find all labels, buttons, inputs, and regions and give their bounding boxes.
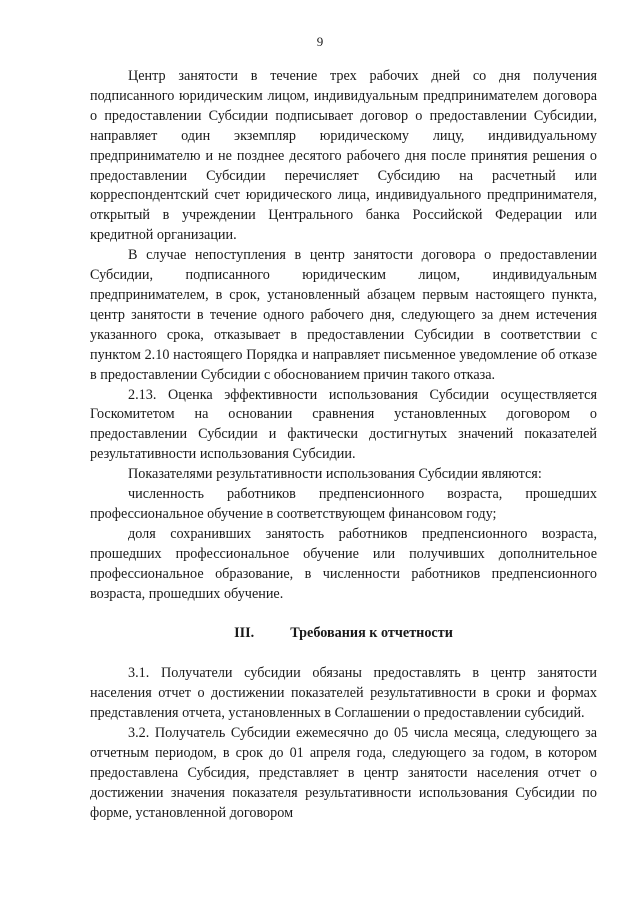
section-number: III. bbox=[234, 625, 255, 642]
section-title: Требования к отчетности bbox=[290, 625, 453, 642]
paragraph: численность работников предпенсионного возраста, прошедших профессиональное обучение в соответствующем финансовом году; bbox=[90, 486, 597, 522]
paragraph: Показателями результативности использования Субсидии являются: bbox=[128, 466, 542, 483]
paragraph: 2.13. Оценка эффективности использования Субсидии осуществляется Госкомитетом на основании сравнения установленных договором о предоставлении Субсидии и фактически достигнутых значений показателей результативности использования Субсидии. bbox=[90, 386, 597, 463]
page-number: 9 bbox=[316, 34, 324, 49]
section-heading bbox=[90, 624, 597, 644]
paragraph: В случае непоступления в центр занятости договора о предоставлении Субсидии, подписанного юридическим лицом, индивидуальным предпринимателем, в срок, установленный абзацем первым настоящего пункта, центр занятости в течение одного рабочего дня, следующего за днем истечения указанного срока, отказывает в предоставлении Субсидии в соответствии с пунктом 2.10 настоящего Порядка и направляет письменное уведомление об отказе в предоставлении Субсидии с обоснованием причин такого отказа. bbox=[90, 247, 597, 383]
paragraph: 3.1. Получатели субсидии обязаны предоставлять в центр занятости населения отчет о достижении показателей результативности в сроки и формах представления отчета, установленных в Соглашении о предоставлении субсидий. bbox=[90, 665, 597, 722]
paragraph: 3.2. Получатель Субсидии ежемесячно до 05 числа месяца, следующего за отчетным периодом, в срок до 01 апреля года, следующего за годом, в котором предоставлена Субсидия, представляет в центр занятости населения отчет о достижении значения показателя результативности использования Субсидии по форме, установленной договором bbox=[90, 725, 597, 821]
document-body bbox=[90, 67, 597, 824]
paragraph: доля сохранивших занятость работников предпенсионного возраста, прошедших профессиональное обучение или получивших дополнительное профессиональное образование, в численности работников предпенсионного возраста, прошедших обучение. bbox=[90, 525, 597, 602]
paragraph: Центр занятости в течение трех рабочих дней со дня получения подписанного юридическим лицом, индивидуальным предпринимателем договора о предоставлении Субсидии подписывает договор о предоставлении Субсидии, направляет один экземпляр юридическому лицу, индивидуальному предпринимателю и не позднее десятого рабочего дня после принятия решения о предоставлении Субсидии перечисляет Субсидию на расчетный или корреспондентский счет юридического лица, индивидуального предпринимателя, открытый в учреждении Центрального банка Российской Федерации или кредитной организации. bbox=[90, 68, 597, 244]
